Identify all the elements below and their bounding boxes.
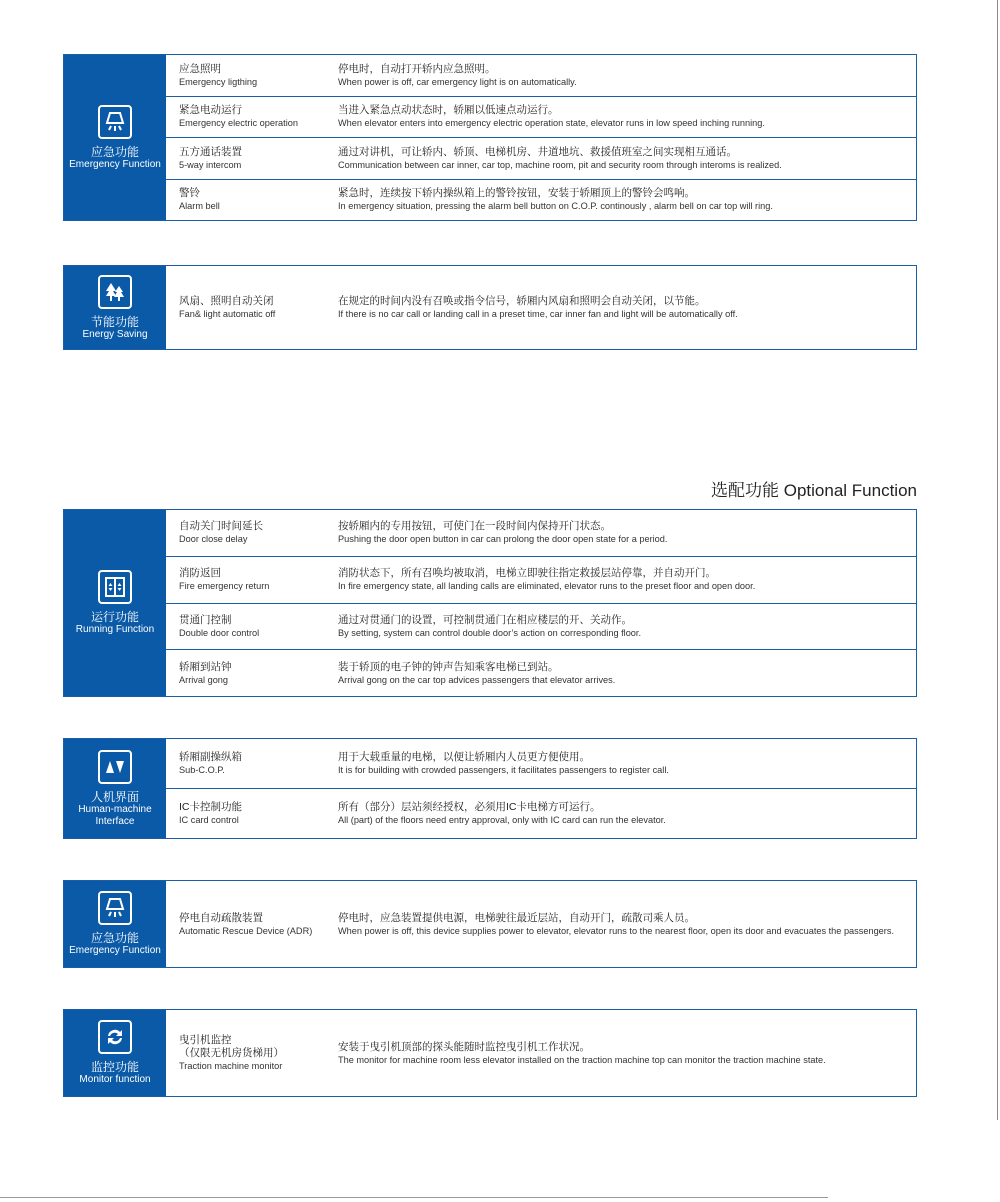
feature-desc-zh: 停电时，自动打开轿内应急照明。 xyxy=(338,62,496,75)
emergency-function-sidebar xyxy=(64,55,166,220)
feature-row xyxy=(166,510,916,557)
feature-name-zh: 应急照明 xyxy=(179,62,221,75)
category-title-en-line1: Human-machine xyxy=(78,803,152,815)
feature-desc-en: If there is no car call or landing call in a preset time, car inner fan and light will be automatically off. xyxy=(338,309,738,319)
category-title-zh: 节能功能 xyxy=(90,314,139,329)
feature-row xyxy=(166,789,916,838)
feature-desc-zh: 通过对讲机，可让轿内、轿顶、电梯机房、井道地坑、救援值班室之间实现相互通话。 xyxy=(338,145,737,158)
feature-name-en: Alarm bell xyxy=(179,201,220,212)
category-title-en-line2: Interface xyxy=(95,815,135,827)
monitor-function-section xyxy=(63,1009,917,1097)
feature-desc-en: It is for building with crowded passengers, it facilitates passengers to register call. xyxy=(338,765,669,775)
feature-row xyxy=(166,266,916,349)
feature-desc-zh: 在规定的时间内没有召唤或指令信号，轿厢内风扇和照明会自动关闭，以节能。 xyxy=(338,295,706,307)
feature-desc-zh: 当进入紧急点动状态时，轿厢以低速点动运行。 xyxy=(338,104,559,117)
feature-row xyxy=(166,604,916,651)
category-title-en: Running Function xyxy=(75,624,155,635)
trees-icon xyxy=(98,275,132,309)
elevator-doors-icon xyxy=(98,570,132,604)
feature-desc-zh: 消防状态下，所有召唤均被取消，电梯立即驶往指定救援层站停靠，并自动开门。 xyxy=(338,567,716,580)
category-title-en: Energy Saving xyxy=(82,328,148,340)
up-down-arrows-icon xyxy=(98,750,132,784)
right-divider xyxy=(997,0,998,1120)
hmi-section xyxy=(63,738,917,839)
feature-row xyxy=(166,55,916,97)
feature-name-en: Sub-C.O.P. xyxy=(179,765,225,775)
feature-name-en: Fan& light automatic off xyxy=(179,309,276,319)
category-title-zh: 应急功能 xyxy=(90,931,139,945)
bottom-divider xyxy=(0,1197,828,1198)
emergency-rescue-section xyxy=(63,880,917,968)
feature-name-zh: 紧急电动运行 xyxy=(179,104,242,117)
feature-name-zh: 警铃 xyxy=(179,187,200,200)
feature-desc-zh: 用于大载重量的电梯，以便让轿厢内人员更方便使用。 xyxy=(338,751,590,763)
running-function-sidebar xyxy=(64,510,166,696)
feature-row xyxy=(166,97,916,139)
feature-desc-zh: 装于轿顶的电子钟的钟声告知乘客电梯已到站。 xyxy=(338,660,559,673)
feature-desc-zh: 停电时，应急装置提供电源，电梯驶往最近层站，自动开门，疏散司乘人员。 xyxy=(338,911,695,924)
feature-name-en: Double door control xyxy=(179,627,260,638)
feature-name-zh: 消防返回 xyxy=(179,567,221,580)
running-function-section xyxy=(63,509,917,697)
feature-desc-en: In emergency situation, pressing the alarm bell button on C.O.P. continously , alarm bell on car top will ring. xyxy=(338,201,773,212)
feature-name-en: Emergency electric operation xyxy=(179,118,298,129)
hmi-sidebar xyxy=(64,739,166,838)
feature-name-zh-note: （仅限无机房货梯用） xyxy=(179,1047,284,1059)
emergency-light-icon xyxy=(98,891,132,925)
feature-desc-en: Pushing the door open button in car can prolong the door open state for a period. xyxy=(338,534,668,545)
feature-desc-en: When elevator enters into emergency electric operation state, elevator runs in low speed inching running. xyxy=(338,118,765,129)
category-title-en: Emergency Function xyxy=(69,945,161,956)
feature-desc-zh: 按轿厢内的专用按钮，可使门在一段时间内保持开门状态。 xyxy=(338,520,611,533)
optional-function-heading: 选配功能 Optional Function xyxy=(711,481,917,500)
feature-desc-zh: 所有（部分）层站须经授权，必须用IC卡电梯方可运行。 xyxy=(338,801,601,813)
feature-name-zh: 贯通门控制 xyxy=(179,613,232,626)
feature-desc-zh: 通过对贯通门的设置，可控制贯通门在相应楼层的开、关动作。 xyxy=(338,613,632,626)
monitor-function-sidebar xyxy=(64,1010,166,1096)
feature-desc-en: Arrival gong on the car top advices passengers that elevator arrives. xyxy=(338,674,616,685)
energy-saving-section xyxy=(63,265,917,350)
emergency-function-section xyxy=(63,54,917,221)
feature-name-zh: 风扇、照明自动关闭 xyxy=(179,295,274,307)
feature-desc-en: When power is off, car emergency light is on automatically. xyxy=(338,76,577,87)
energy-saving-sidebar xyxy=(64,266,166,349)
category-title-en: Emergency Function xyxy=(69,158,161,170)
feature-desc-en: When power is off, this device supplies power to elevator, elevator runs to the nearest floor, open its door and evacuates the passengers. xyxy=(338,925,894,936)
refresh-arrows-icon xyxy=(98,1020,132,1054)
category-title-zh: 监控功能 xyxy=(90,1060,139,1074)
feature-name-en: Arrival gong xyxy=(179,674,229,685)
feature-row xyxy=(166,881,916,967)
feature-name-zh: 轿厢到站钟 xyxy=(179,660,232,673)
feature-name-zh: 停电自动疏散装置 xyxy=(179,911,263,924)
feature-desc-en: Communication between car inner, car top, machine room, pit and security room through interoms is realized. xyxy=(338,159,782,170)
feature-name-zh: 自动关门时间延长 xyxy=(179,520,263,533)
category-title-en: Monitor function xyxy=(79,1074,151,1085)
feature-row xyxy=(166,1010,916,1096)
feature-name-en: Door close delay xyxy=(179,534,248,545)
feature-row xyxy=(166,557,916,604)
feature-row xyxy=(166,650,916,696)
feature-name-zh: 曳引机监控 xyxy=(179,1034,232,1046)
category-title-zh: 运行功能 xyxy=(90,610,139,624)
feature-name-zh: 轿厢副操纵箱 xyxy=(179,751,242,763)
emergency-light-icon xyxy=(98,105,132,139)
feature-row xyxy=(166,180,916,221)
feature-desc-zh: 安装于曳引机顶部的探头能随时监控曳引机工作状况。 xyxy=(338,1040,590,1053)
feature-name-en: Emergency ligthing xyxy=(179,76,258,87)
feature-desc-zh: 紧急时，连续按下轿内操纵箱上的警铃按钮，安装于轿厢顶上的警铃会鸣响。 xyxy=(338,187,695,200)
feature-desc-en: All (part) of the floors need entry approval, only with IC card can run the elevator. xyxy=(338,815,666,825)
feature-desc-en: The monitor for machine room less elevator installed on the traction machine top can monitor the traction machine state. xyxy=(338,1054,826,1065)
feature-name-en: 5-way intercom xyxy=(179,159,242,170)
feature-name-en: Automatic Rescue Device (ADR) xyxy=(179,925,313,936)
feature-desc-en: By setting, system can control double door’s action on corresponding floor. xyxy=(338,627,642,638)
feature-name-zh: 五方通话装置 xyxy=(179,145,242,158)
emergency-rescue-sidebar xyxy=(64,881,166,967)
feature-name-en: Fire emergency return xyxy=(179,581,270,592)
category-title-zh: 应急功能 xyxy=(90,144,139,159)
feature-name-zh: IC卡控制功能 xyxy=(179,801,242,813)
feature-desc-en: In fire emergency state, all landing calls are eliminated, elevator runs to the preset floor and open door. xyxy=(338,581,756,592)
feature-name-en: IC card control xyxy=(179,815,239,825)
feature-name-en: Traction machine monitor xyxy=(179,1061,283,1071)
feature-row xyxy=(166,739,916,789)
category-title-zh: 人机界面 xyxy=(90,789,139,804)
feature-row xyxy=(166,138,916,180)
